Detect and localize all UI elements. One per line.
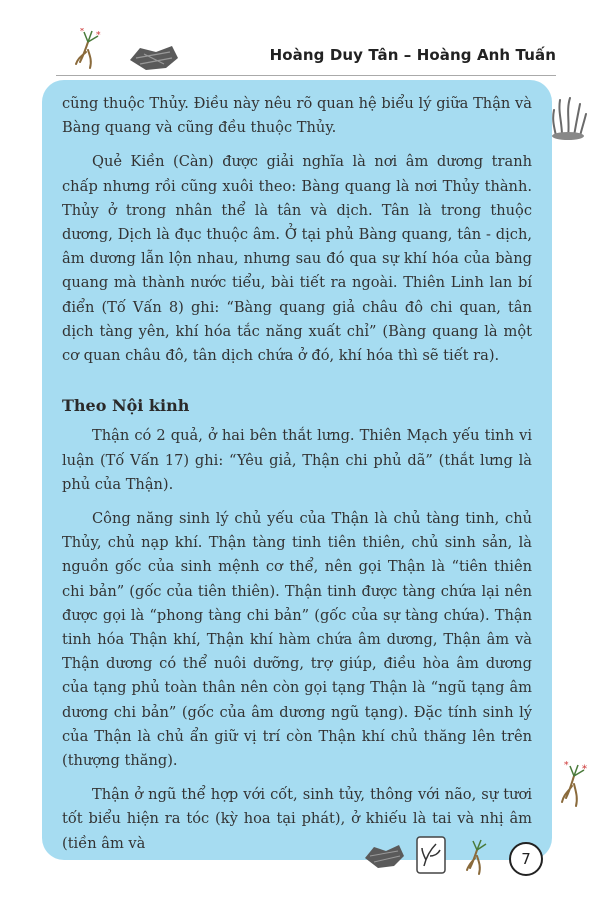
herb-bundle-icon <box>126 42 180 72</box>
svg-text:*: * <box>96 31 101 41</box>
ginseng-icon <box>462 836 492 876</box>
herb-card-icon <box>416 836 446 874</box>
page-number: 7 <box>509 842 543 876</box>
spiky-herb-icon <box>548 96 588 140</box>
svg-text:*: * <box>564 761 569 771</box>
paragraph: Thận ở ngũ thể hợp với cốt, sinh tủy, thông với não, sự tươi tốt biểu hiện ra tóc (kỳ hoa tại phát), ở khiếu là tai và nhị âm (tiền âm và <box>62 786 532 852</box>
header-rule <box>56 75 556 76</box>
svg-text:*: * <box>80 28 84 36</box>
paragraph: Công năng sinh lý chủ yếu của Thận là chủ tàng tinh, chủ Thủy, chủ nạp khí. Thận tàng tinh tiên thiên, chủ sinh sản, là nguồn gốc của sinh mệnh cơ thể, nên gọi Thận là “tiên thiên chi bản” (gốc của tiên thiên). Thận tinh được tàng chứa lại nên được gọi là “phong tàng chi bản” (gốc của sự tàng chứa). Thận tinh hóa Thận khí, Thận khí hàm chứa âm dương, Thận âm và Thận dương có thể nuôi dưỡng, trợ giúp, điều hòa âm dương của tạng phủ toàn thân nên còn gọi tạng Thận là “ngũ tạng âm dương chi bản” (gốc của âm dương ngũ tạng). Đặc tính sinh lý của Thận là chủ ẩn giữ vị trí còn Thận khí chủ thăng lên trên (thượng thăng). <box>62 510 532 770</box>
paragraph: Thận có 2 quả, ở hai bên thắt lưng. Thiên Mạch yếu tinh vi luận (Tố Vấn 17) ghi: “Yêu giả, Thận chi phủ dã” (thắt lưng là phủ của Thận). <box>62 427 532 493</box>
ginseng-icon <box>72 28 104 70</box>
herb-bundle-icon <box>362 842 406 870</box>
ginseng-icon <box>556 760 592 808</box>
paragraph: cũng thuộc Thủy. Điều này nêu rõ quan hệ biểu lý giữa Thận và Bàng quang và cũng đều thuộc Thủy. <box>62 95 532 137</box>
section-heading: Theo Nội kinh <box>62 396 190 416</box>
paragraph: Quẻ Kiền (Càn) được giải nghĩa là nơi âm dương tranh chấp nhưng rồi cũng xuôi theo: Bàng quang là nơi Thủy thành. Thủy ở trong nhân thể là tân và dịch. Tân là trong thuộc dương, Dịch là đục thuộc âm. Ở tại phủ Bàng quang, tân - dịch, âm dương lẫn lộn nhau, nhưng sau đó qua sự khí hóa của bàng quang mà thành nước tiểu, bài tiết ra ngoài. Thiên Linh lan bí điển (Tố Vấn 8) ghi: “Bàng quang giả châu đô chi quan, tân dịch tàng yên, khí hóa tắc năng xuất chỉ” (Bàng quang là một cơ quan châu đô, tân dịch chứa ở đó, khí hóa thì sẽ tiết ra). <box>62 153 532 365</box>
header-author: Hoàng Duy Tân – Hoàng Anh Tuấn <box>269 46 556 64</box>
svg-text:*: * <box>582 764 587 775</box>
body-text <box>62 92 532 866</box>
